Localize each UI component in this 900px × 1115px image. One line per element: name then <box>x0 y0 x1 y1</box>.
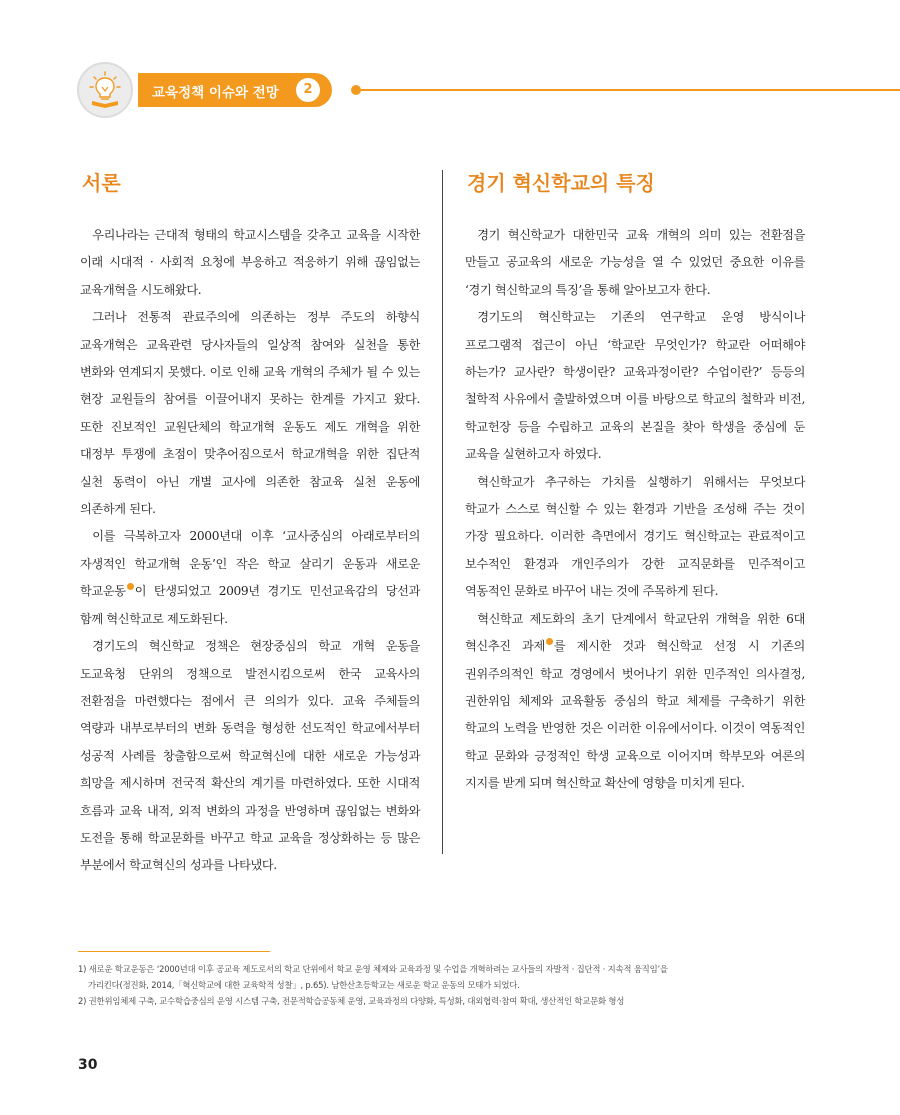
right-column <box>465 170 805 798</box>
paragraph: 경기도의 혁신학교는 기존의 연구학교 운영 방식이나 프로그램적 접근이 아닌 ‘학교란 무엇인가? 학교란 어떠해야 하는가? 교사란? 학생이란? 교육과정이란? 수업이란?’ 등등의 철학적 사유에서 출발하였으며 이를 바탕으로 학교의 철학과 비전, 학교헌장 등을 수립하고 교육의 본질을 찾아 학생을 중심에 둔 교육을 실현하고자 하였다. <box>465 310 805 462</box>
column-divider <box>442 170 443 854</box>
paragraph-text: 이 탄생되었고 2009년 경기도 민선교육감의 당선과 함께 혁신학교로 제도화된다. <box>80 584 420 626</box>
paragraph: 우리나라는 근대적 형태의 학교시스템을 갖추고 교육을 시작한 이래 시대적 · 사회적 요청에 부응하고 적응하기 위해 끊임없는 교육개혁을 시도해왔다. <box>80 228 420 297</box>
paragraph <box>80 523 420 633</box>
paragraph-text: 이를 극복하고자 2000년대 이후 ‘교사중심의 아래로부터의 자생적인 학교개혁 운동’인 작은 학교 살리기 운동과 새로운 학교운동 <box>80 529 420 599</box>
paragraph-text: 혁신학교 제도화의 초기 단계에서 학교단위 개혁을 위한 6대 혁신추진 과제 <box>465 611 805 654</box>
paragraph-text: 를 제시한 것과 혁신학교 선정 시 기존의 권위주의적인 학교 경영에서 벗어나기 위한 민주적인 의사결정, 권한위임 체제와 교육활동 중심의 학교 체제를 구축하기 위한 학교의 노력을 반영한 것은 이러한 이유에서이다. 이것이 역동적인 학교 문화와 긍정적인 학생 교육으로 이어지며 학부모와 여론의 지지를 받게 되며 혁신학교 확산에 영향을 미치게 된다. <box>465 639 805 791</box>
section-title-banner <box>138 73 332 107</box>
footnote-2: 2) 권한위임체제 구축, 교수학습중심의 운영 시스템 구축, 전문적학습공동체 운영, 교육과정의 다양화, 특성화, 대외협력·참여 확대, 생산적인 학교문화 형성 <box>78 996 625 1006</box>
left-column <box>80 170 420 880</box>
footnote-marker-2 <box>546 638 553 645</box>
footnote-rule <box>78 951 270 952</box>
section-title: 교육정책 이슈와 전망 <box>152 85 279 101</box>
section-icon-badge <box>77 62 133 118</box>
footnote-1: 1) 새로운 학교운동은 ‘2000년대 이후 공교육 제도로서의 학교 단위에서 학교 운영 체제와 교육과정 및 수업을 개혁하려는 교사들의 자발적 · 집단적 · 지속적 움직임’을 <box>78 964 668 974</box>
header-rule-dot <box>351 85 361 95</box>
paragraph: 경기도의 혁신학교 정책은 현장중심의 학교 개혁 운동을 도교육청 단위의 정책으로 발전시킴으로써 한국 교육사의 전환점을 마련했다는 점에서 큰 의의가 있다. 교육 주체들의 역량과 내부로부터의 변화 동력을 형성한 선도적인 학교에서부터 성공적 사례를 창출함으로써 학교혁신에 대한 새로운 가능성과 희망을 제시하며 전국적 확산의 계기를 마련하였다. 또한 시대적 흐름과 교육 내적, 외적 변화의 과정을 반영하며 끊임없는 변화와 도전을 통해 학교문화를 바꾸고 학교 교육을 정상화하는 등 많은 부분에서 학교혁신의 성과를 나타냈다. <box>80 639 420 873</box>
paragraph: 그러나 전통적 관료주의에 의존하는 정부 주도의 하향식 교육개혁은 교육관련 당사자들의 일상적 참여와 실천을 통한 변화와 연계되지 못했다. 이로 인해 교육 개혁의 주체가 될 수 있는 현장 교원들의 참여를 이끌어내지 못하는 한계를 가지고 왔다. 또한 진보적인 교원단체의 학교개혁 운동도 제도 개혁을 위한 대정부 투쟁에 초점이 맞추어짐으로서 학교개혁을 위한 집단적 실천 동력이 아닌 개별 교사에 의존한 참교육 실천 운동에 의존하게 된다. <box>80 310 420 517</box>
page-number: 30 <box>78 1057 98 1073</box>
introduction-heading: 서론 <box>82 171 121 195</box>
paragraph: 경기 혁신학교가 대한민국 교육 개혁의 의미 있는 전환점을 만들고 공교육의 새로운 가능성을 열 수 있었던 중요한 이유를 ‘경기 혁신학교의 특징’을 통해 알아보고자 한다. <box>465 228 805 297</box>
section-number-badge: 2 <box>296 78 320 102</box>
paragraph: 혁신학교가 추구하는 가치를 실행하기 위해서는 무엇보다 학교가 스스로 혁신할 수 있는 환경과 기반을 조성해 주는 것이 가장 필요하다. 이러한 측면에서 경기도 혁신학교는 관료적이고 보수적인 환경과 개인주의가 강한 교직문화를 민주적이고 역동적인 문화로 바꾸어 내는 것에 주목하게 된다. <box>465 474 805 599</box>
lightbulb-book-icon <box>85 70 125 110</box>
footnotes <box>78 961 838 1009</box>
footnote-1-continuation: 가리킨다(정진화, 2014,「혁신학교에 대한 교육학적 성찰」, p.65). 남한산초등학교는 새로운 학교 운동의 모태가 되었다. <box>88 980 520 990</box>
header-rule <box>361 89 900 91</box>
characteristics-heading: 경기 혁신학교의 특징 <box>467 171 655 195</box>
footnote-marker-1 <box>127 583 134 590</box>
paragraph <box>465 606 805 798</box>
